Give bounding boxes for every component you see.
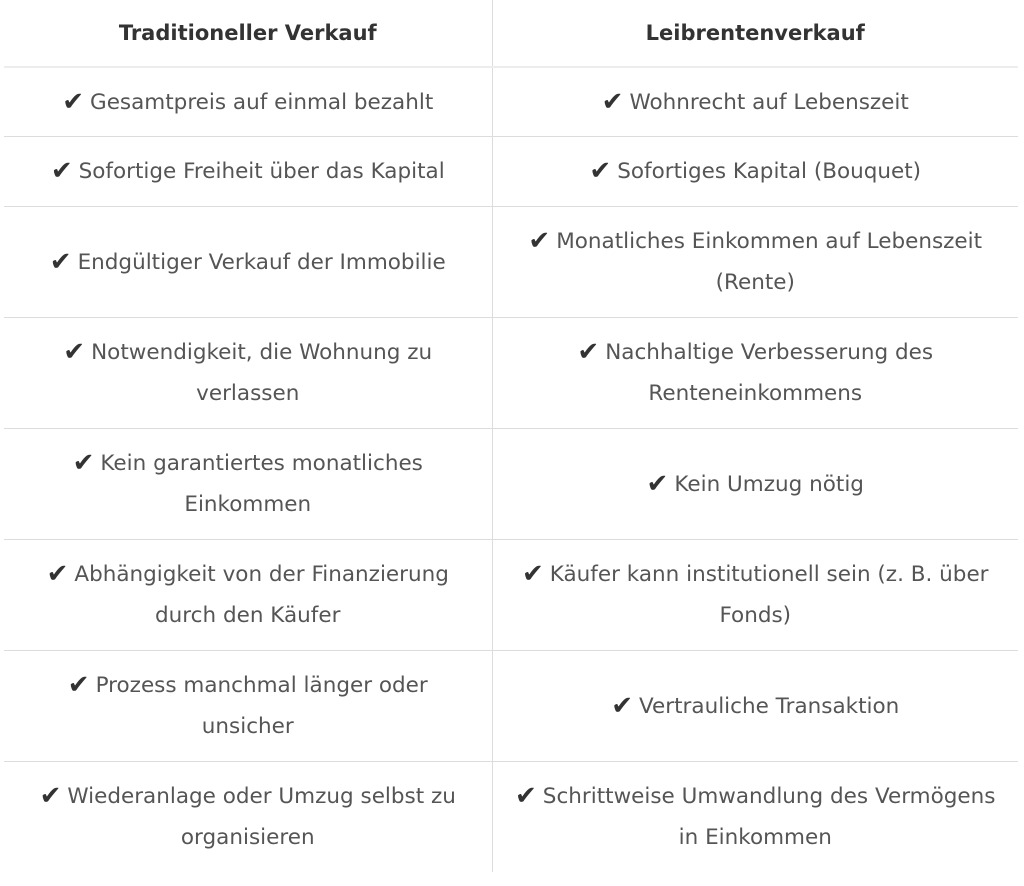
table-row <box>4 318 1018 429</box>
cell-text: Wiederanlage oder Umzug selbst zu organisieren <box>67 784 456 850</box>
table-header-row <box>4 0 1018 67</box>
cell-text: Nachhaltige Verbesserung des Renteneinkommens <box>605 340 934 406</box>
cell-text: Notwendigkeit, die Wohnung zu verlassen <box>91 340 433 406</box>
checkmark-icon: ✔ <box>72 448 95 478</box>
header-traditional-sale: Traditioneller Verkauf <box>4 0 492 67</box>
checkmark-icon: ✔ <box>49 246 72 277</box>
cell-text: Wohnrecht auf Lebenszeit <box>629 89 909 115</box>
checkmark-icon: ✔ <box>521 559 544 589</box>
cell-text: Endgültiger Verkauf der Immobilie <box>77 249 446 275</box>
table-cell <box>4 762 492 873</box>
table-row <box>4 67 1018 137</box>
checkmark-icon: ✔ <box>577 337 600 367</box>
table-cell <box>492 318 1018 429</box>
table-row <box>4 540 1018 651</box>
cell-text: Käufer kann institutionell sein (z. B. über Fonds) <box>549 562 989 628</box>
table-row <box>4 137 1018 207</box>
table-cell <box>492 651 1018 762</box>
table-row <box>4 762 1018 873</box>
cell-text: Monatliches Einkommen auf Lebenszeit (Rente) <box>556 229 983 295</box>
checkmark-icon: ✔ <box>589 156 612 186</box>
cell-text: Gesamtpreis auf einmal bezahlt <box>90 89 434 115</box>
cell-text: Vertrauliche Transaktion <box>639 693 900 719</box>
cell-text: Abhängigkeit von der Finanzierung durch den Käufer <box>74 562 449 628</box>
checkmark-icon: ✔ <box>46 559 69 589</box>
table-cell <box>492 762 1018 873</box>
checkmark-icon: ✔ <box>601 86 624 117</box>
checkmark-icon: ✔ <box>611 690 634 721</box>
table-cell <box>4 137 492 207</box>
table-cell <box>492 429 1018 540</box>
table-row <box>4 429 1018 540</box>
cell-text: Schrittweise Umwandlung des Vermögens in Einkommen <box>542 784 996 850</box>
table-cell <box>492 207 1018 318</box>
comparison-table <box>4 0 1018 872</box>
table-cell <box>4 651 492 762</box>
comparison-table-container <box>4 0 1018 872</box>
table-cell <box>492 540 1018 651</box>
cell-text: Prozess manchmal länger oder unsicher <box>95 673 428 739</box>
cell-text: Kein Umzug nötig <box>674 471 864 497</box>
table-row <box>4 207 1018 318</box>
table-cell <box>4 67 492 137</box>
checkmark-icon: ✔ <box>63 337 86 367</box>
checkmark-icon: ✔ <box>515 781 537 811</box>
cell-text: Sofortige Freiheit über das Kapital <box>78 159 445 184</box>
table-cell <box>4 318 492 429</box>
cell-text: Kein garantiertes monatliches Einkommen <box>100 451 423 517</box>
cell-text: Sofortiges Kapital (Bouquet) <box>617 159 922 184</box>
checkmark-icon: ✔ <box>39 781 62 811</box>
checkmark-icon: ✔ <box>67 670 90 700</box>
checkmark-icon: ✔ <box>50 156 73 186</box>
table-row <box>4 651 1018 762</box>
table-cell <box>4 540 492 651</box>
header-annuity-sale: Leibrentenverkauf <box>492 0 1018 67</box>
checkmark-icon: ✔ <box>62 86 85 117</box>
table-cell <box>4 207 492 318</box>
table-cell <box>4 429 492 540</box>
checkmark-icon: ✔ <box>646 468 669 499</box>
table-cell <box>492 137 1018 207</box>
table-cell <box>492 67 1018 137</box>
checkmark-icon: ✔ <box>528 226 551 256</box>
